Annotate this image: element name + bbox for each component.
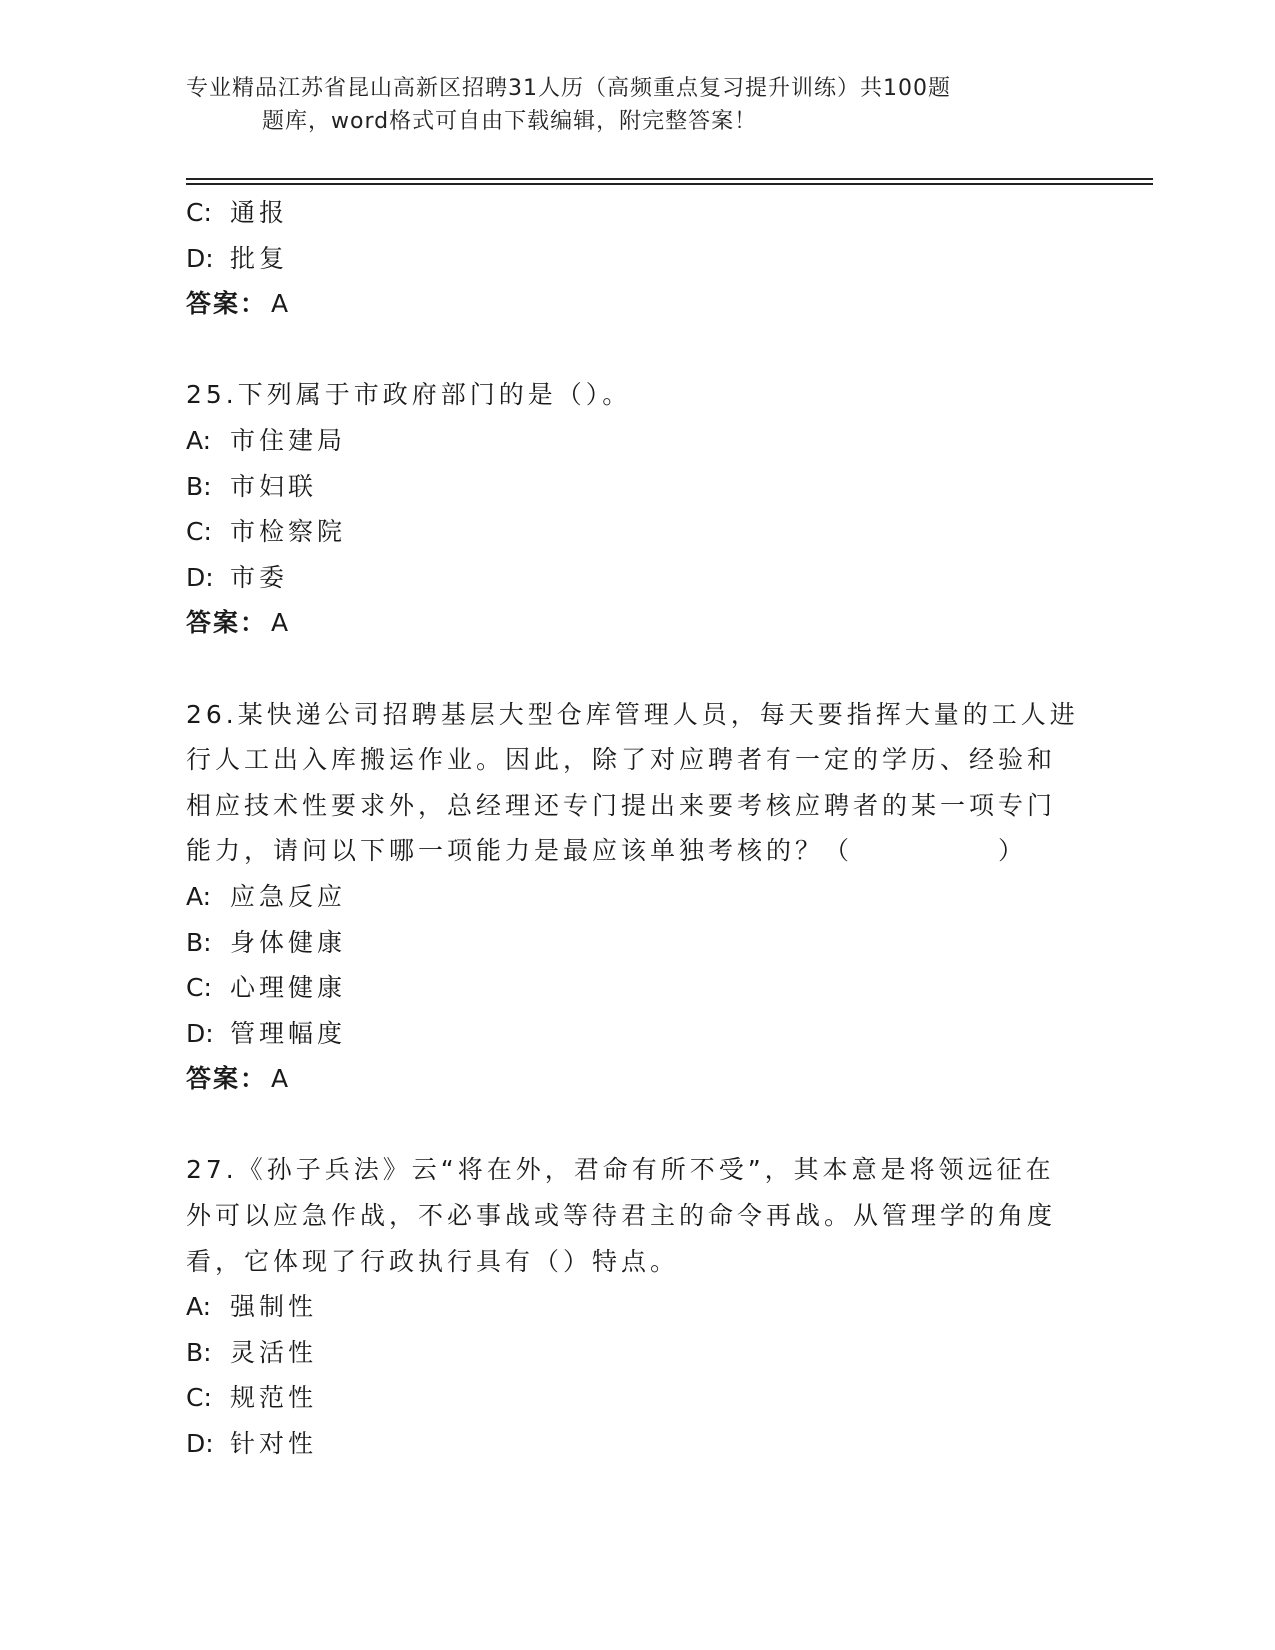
option-a: A: 市住建局 <box>186 425 347 455</box>
question-text-line-4: 能力，请问以下哪一项能力是最应该单独考核的？（ ） <box>186 836 1028 866</box>
question-text: 25.下列属于市政府部门的是（）。 <box>186 380 632 410</box>
option-a: A: 强制性 <box>186 1292 318 1322</box>
question-text-line-1: 26.某快递公司招聘基层大型仓库管理人员，每天要指挥大量的工人进 <box>186 699 1079 729</box>
question-list <box>186 190 1086 1467</box>
option-d: D: 批复 <box>186 243 289 273</box>
question-text-line-2: 行人工出入库搬运作业。因此，除了对应聘者有一定的学历、经验和 <box>186 745 1057 775</box>
option-c: C: 规范性 <box>186 1383 318 1413</box>
option-c: C: 通报 <box>186 198 289 227</box>
question-25 <box>186 372 1086 646</box>
header-divider-bottom <box>186 183 1153 185</box>
option-d: D: 管理幅度 <box>186 1018 347 1048</box>
answer-line: 答案： A <box>186 1064 289 1094</box>
question-text-line-3: 看，它体现了行政执行具有（）特点。 <box>186 1246 680 1276</box>
document-header <box>186 72 1066 138</box>
option-a: A: 应急反应 <box>186 881 347 911</box>
answer-line: 答案： A <box>186 608 289 638</box>
header-title-line-2: 题库，word格式可自由下载编辑，附完整答案！ <box>262 109 758 134</box>
answer-line: 答案： A <box>186 289 289 319</box>
option-b: B: 身体健康 <box>186 927 347 957</box>
header-divider-top <box>186 178 1153 180</box>
question-text-line-1: 27.《孙子兵法》云“将在外，君命有所不受”，其本意是将领远征在 <box>186 1155 1055 1185</box>
question-text-line-3: 相应技术性要求外，总经理还专门提出来要考核应聘者的某一项专门 <box>186 790 1057 820</box>
option-b: B: 市妇联 <box>186 471 318 501</box>
question-24-continued <box>186 190 1086 327</box>
header-title-line-1: 专业精品江苏省昆山高新区招聘31人历（高频重点复习提升训练）共100题 <box>186 76 951 101</box>
option-d: D: 市委 <box>186 562 289 592</box>
option-d: D: 针对性 <box>186 1429 318 1459</box>
question-26 <box>186 692 1086 1102</box>
option-c: C: 心理健康 <box>186 973 347 1003</box>
option-b: B: 灵活性 <box>186 1337 318 1367</box>
question-27 <box>186 1147 1086 1466</box>
option-c: C: 市检察院 <box>186 517 347 547</box>
question-text-line-2: 外可以应急作战，不必事战或等待君主的命令再战。从管理学的角度 <box>186 1201 1057 1231</box>
